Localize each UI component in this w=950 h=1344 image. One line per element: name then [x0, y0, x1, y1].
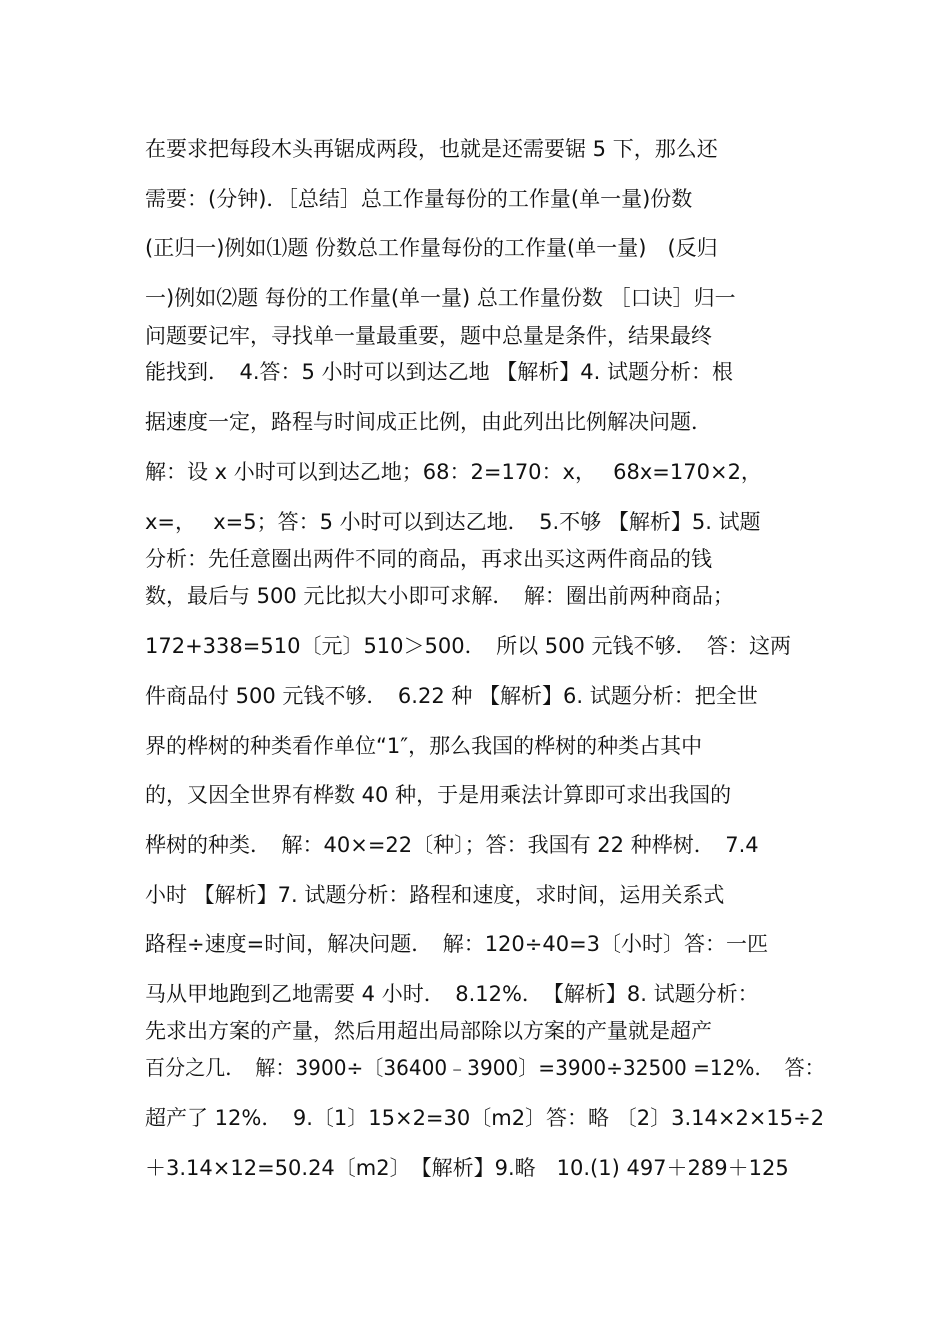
text-line: 需要：(分钟)．［总结］总工作量每份的工作量(单一量)份数 — [145, 187, 693, 211]
text-line: 能找到． 4.答：5 小时可以到达乙地 【解析】4. 试题分析：根 — [145, 360, 733, 384]
text-line: 分析：先任意圈出两件不同的商品，再求出买这两件商品的钱 — [145, 547, 712, 571]
text-line: 马从甲地跑到乙地需要 4 小时． 8.12%． 【解析】8. 试题分析： — [145, 982, 759, 1006]
text-line: x=， x=5；答：5 小时可以到达乙地． 5.不够 【解析】5. 试题 — [145, 510, 761, 534]
text-line: 数，最后与 500 元比拟大小即可求解． 解：圈出前两种商品； — [145, 584, 734, 608]
text-line: 据速度一定，路程与时间成正比例，由此列出比例解决问题． — [145, 410, 712, 434]
text-line: 问题要记牢，寻找单一量最重要，题中总量是条件，结果最终 — [145, 324, 712, 348]
text-line: ＋3.14×12=50.24〔m2〕 【解析】9.略 10.(1) 497＋289＋125 — [145, 1156, 789, 1180]
text-line: 件商品付 500 元钱不够． 6.22 种 【解析】6. 试题分析：把全世 — [145, 684, 758, 708]
text-line: 172+338=510〔元〕510＞500． 所以 500 元钱不够． 答：这两 — [145, 634, 792, 658]
text-line: 百分之几． 解：3900÷〔36400﹣3900〕=3900÷32500 =12%． 答： — [145, 1056, 825, 1080]
text-line: 先求出方案的产量，然后用超出局部除以方案的产量就是超产 — [145, 1019, 712, 1043]
text-line: 路程÷速度=时间，解决问题． 解：120÷40=3〔小时〕答：一匹 — [145, 932, 769, 956]
text-line: 解：设 x 小时可以到达乙地；68：2=170：x， 68x=170×2， — [145, 460, 762, 484]
text-line: 小时 【解析】7. 试题分析：路程和速度，求时间，运用关系式 — [145, 883, 725, 907]
text-line: 的，又因全世界有桦数 40 种，于是用乘法计算即可求出我国的 — [145, 783, 732, 807]
text-line: 在要求把每段木头再锯成两段，也就是还需要锯 5 下，那么还 — [145, 137, 718, 161]
text-line: 界的桦树的种类看作单位“1″，那么我国的桦树的种类占其中 — [145, 734, 703, 758]
text-line: (正归一)例如⑴题 份数总工作量每份的工作量(单一量) (反归 — [145, 236, 718, 260]
text-line: 一)例如⑵题 每份的工作量(单一量) 总工作量份数 ［口诀］归一 — [145, 286, 736, 310]
text-line: 超产了 12%． 9.〔1〕15×2=30〔m2〕答：略 〔2〕3.14×2×15÷2 — [145, 1106, 825, 1130]
text-line: 桦树的种类． 解：40×=22〔种〕；答：我国有 22 种桦树． 7.4 — [145, 833, 759, 857]
